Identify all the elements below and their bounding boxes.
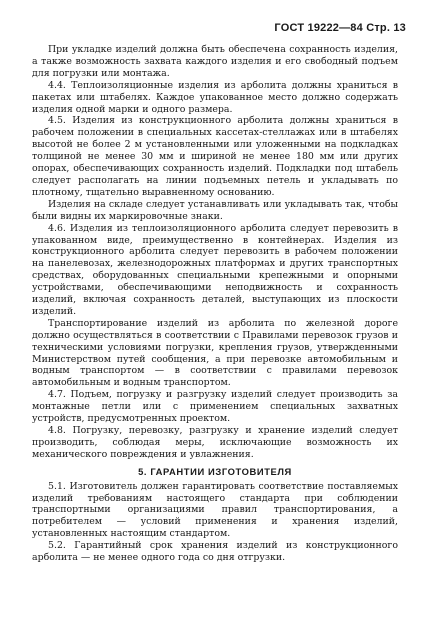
paragraph: 4.7. Подъем, погрузку и разгрузку изделий следует производить за монтажные петли или с применением специальных захватных устройств, предусмотренных проектом. (32, 389, 398, 425)
paragraph: 4.8. Погрузку, перевозку, разгрузку и хранение изделий следует производить, соблюдая меры, исключающие возможность их механического повреждения и увлажнения. (32, 425, 398, 460)
page-header: ГОСТ 19222—84 Стр. 13 (274, 22, 406, 34)
body-text (32, 44, 398, 564)
section-heading: 5. ГАРАНТИИ ИЗГОТОВИТЕЛЯ (138, 465, 292, 477)
paragraph: 5.2. Гарантийный срок хранения изделий из конструкционного арболита — не менее одного года со дня отгрузки. (32, 540, 398, 564)
paragraph: Изделия на складе следует устанавливать или укладывать так, чтобы были видны их маркировочные знаки. (32, 198, 398, 222)
paragraph: При укладке изделий должна быть обеспечена сохранность изделия, а также возможность захвата каждого изделия и его свободный подъем для погрузки или монтажа. (32, 44, 398, 79)
paragraph: 4.6. Изделия из теплоизоляционного арболита следует перевозить в упакованном виде, преимущественно в контейнерах. Изделия из конструкционного арболита следует перевозить в рабочем положении на панелевозах, железнодорожных платформах и других транспортных средствах, оборудованных специальными крепежными и опорными устройствами, обеспечивающими неподвижность и сохранность изделий, включая сохранность деталей, выступающих из плоскости изделий. (32, 222, 398, 317)
paragraph: 4.5. Изделия из конструкционного арболита должны храниться в рабочем положении в специальных кассетах-стеллажах или в штабелях высотой не более 2 м установленными или уложенными на подкладках толщиной не менее 30 мм и шириной не менее 180 мм или других опорах, обеспечивающих сохранность изделий. Подкладки под штабель следует располагать на линии подъемных петель и укладывать по плотному, тщательно выравненному основанию. (32, 115, 398, 198)
paragraph: 5.1. Изготовитель должен гарантировать соответствие поставляемых изделий требованиям настоящего стандарта при соблюдении транспортными организациями правил транспортирования, а потребителем — условий применения и хранения изделий, установленных настоящим стандартом. (32, 480, 398, 540)
paragraph: 4.4. Теплоизоляционные изделия из арболита должны храниться в пакетах или штабелях. Каждое упакованное место должно содержать изделия одной марки и одного размера. (32, 79, 398, 115)
paragraph: Транспортирование изделий из арболита по железной дороге должно осуществляться в соответствии с Правилами перевозок грузов и техническими условиями погрузки, крепления грузов, утвержденными Министерством путей сообщения, а при перевозке автомобильным и водным транспортом — в соответствии с правилами перевозок автомобильным и водным транспортом. (32, 317, 398, 389)
